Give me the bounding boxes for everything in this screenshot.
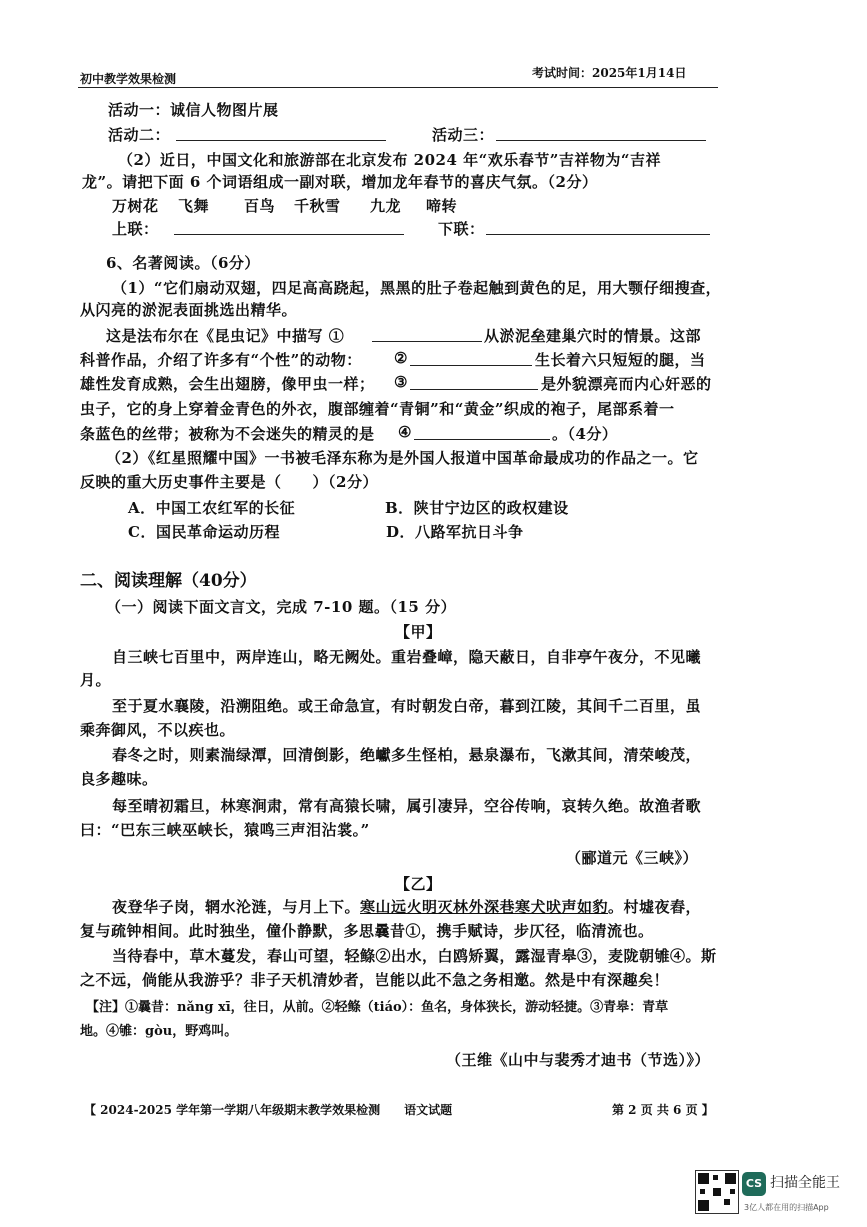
- text-yi-heading: 【乙】: [395, 875, 442, 893]
- footer-exam-title: 【 2024-2025 学年第一学期八年级期末教学效果检测 语文试题: [84, 1103, 453, 1117]
- couplet-word: 千秋雪: [294, 197, 341, 215]
- couplet-word: 万树花: [112, 197, 159, 215]
- yi-paragraph-1: [112, 896, 701, 917]
- couplet-word: 百鸟: [244, 197, 276, 215]
- annotation-note: 【注】①曩昔：nǎng xī，往日，从前。②轻鲦（tiáo）：鱼名，身体狭长，游动轻捷。③青皋：青草: [86, 1000, 669, 1015]
- q5-part2-line1: （2）近日，中国文化和旅游部在北京发布 2024 年“欢乐春节”吉祥物为“吉祥: [118, 151, 662, 169]
- q6-line4-tail: 生长着六只短短的腿，当: [535, 351, 706, 369]
- text-jia-heading: 【甲】: [395, 623, 442, 641]
- qr-code-icon: [695, 1170, 739, 1214]
- option-b[interactable]: B．陕甘宁边区的政权建设: [385, 499, 569, 517]
- q6-blank2-marker: ②: [394, 349, 408, 367]
- underlined-sentence: 寒山远火明灭林外深巷寒犬吠声如豹: [360, 898, 609, 916]
- jia-paragraph-2: 至于夏水襄陵，沿溯阻绝。或王命急宣，有时朝发白帝，暮到江陵，其间千二百里，虽: [112, 697, 702, 715]
- option-c[interactable]: C．国民革命运动历程: [128, 523, 280, 541]
- blank-3[interactable]: [410, 375, 538, 390]
- annotation-note-cont: 地。④雊：gòu，野鸡叫。: [80, 1024, 238, 1039]
- q5-part2-line2: 龙”。请把下面 6 个词语组成一副对联，增加龙年春节的喜庆气氛。（2分）: [82, 173, 598, 191]
- couplet-word: 飞舞: [178, 197, 210, 215]
- blank-4[interactable]: [414, 425, 550, 440]
- q6-blank3-marker: ③: [394, 373, 408, 391]
- activity-two-label: 活动二：: [108, 126, 171, 144]
- classical-text-instruction: （一）阅读下面文言文，完成 7-10 题。（15 分）: [106, 598, 457, 616]
- section-two-title: 二、阅读理解（40分）: [80, 571, 257, 591]
- header-divider: [78, 87, 718, 88]
- camscanner-slogan: 3亿人都在用的扫描App: [744, 1203, 829, 1212]
- option-d[interactable]: D．八路军抗日斗争: [386, 523, 524, 541]
- jia-paragraph-2-cont: 乘奔御风，不以疾也。: [80, 721, 236, 739]
- couplet-word: 九龙: [370, 197, 402, 215]
- jia-paragraph-1: 自三峡七百里中，两岸连山，略无阙处。重岩叠嶂，隐天蔽日，自非亭午夜分，不见曦: [112, 648, 702, 666]
- yi-paragraph-2-cont: 之不远，倘能从我游乎？非子天机清妙者，岂能以此不急之务相邀。然是中有深趣矣！: [80, 971, 670, 989]
- jia-paragraph-4-cont: 曰：“巴东三峡巫峡长，猿鸣三声泪沾裳。”: [80, 821, 370, 839]
- q6-line4-text: 科普作品，介绍了许多有“个性”的动物：: [80, 351, 362, 369]
- jia-paragraph-3: 春冬之时，则素湍绿潭，回清倒影，绝巘多生怪柏，悬泉瀑布，飞漱其间，清荣峻茂，: [112, 746, 702, 764]
- jia-source: （郦道元《三峡》）: [566, 849, 699, 867]
- yi-paragraph-1-cont: 复与疏钟相间。此时独坐，僮仆静默，多思曩昔①，携手赋诗，步仄径，临清流也。: [80, 922, 654, 940]
- q6-line5-tail: 是外貌漂亮而内心奸恶的: [541, 375, 712, 393]
- q6-line3-text: 这是法布尔在《昆虫记》中描写 ①: [106, 327, 345, 345]
- jia-paragraph-4: 每至晴初霜旦，林寒涧肃，常有高猿长啸，属引凄异，空谷传响，哀转久绝。故渔者歌: [112, 797, 702, 815]
- couplet-word: 啼转: [426, 197, 458, 215]
- q6-line3-tail: 从淤泥垒建巢穴时的情景。这部: [484, 327, 702, 345]
- upper-couplet-blank[interactable]: [174, 220, 404, 235]
- header-title: 初中教学效果检测: [80, 72, 177, 86]
- yi-p1-end: 。村墟夜舂，: [608, 898, 702, 916]
- q6-line6: 虫子，它的身上穿着金青色的外衣，腹部缠着“青铜”和“黄金”织成的袍子，尾部系着一: [80, 400, 675, 418]
- blank-2[interactable]: [410, 351, 532, 366]
- q6-title: 6、名著阅读。（6分）: [106, 254, 260, 272]
- q6-part2-line2: 反映的重大历史事件主要是（ ）（2分）: [80, 473, 378, 491]
- yi-p1-start: 夜登华子岗，辋水沦涟，与月上下。: [112, 898, 361, 916]
- q6-line7-tail: 。（4分）: [552, 425, 618, 443]
- yi-paragraph-2: 当待春中，草木蔓发，春山可望，轻鲦②出水，白鸥矫翼，露湿青皋③，麦陇朝雊④。斯: [112, 947, 717, 965]
- jia-paragraph-1-cont: 月。: [80, 671, 112, 689]
- q6-blank4-marker: ④: [398, 423, 412, 441]
- upper-couplet-label: 上联：: [112, 220, 159, 238]
- q6-part2-line1: （2）《红星照耀中国》一书被毛泽东称为是外国人报道中国革命最成功的作品之一。它: [106, 449, 699, 467]
- q6-quote-line1: （1）“它们扇动双翅，四足高高跷起，黑黑的肚子卷起触到黄色的足，用大颚仔细搜查，: [112, 279, 722, 297]
- q6-line5-text: 雄性发育成熟，会生出翅膀，像甲虫一样；: [80, 375, 375, 393]
- lower-couplet-blank[interactable]: [486, 220, 710, 235]
- yi-source: （王维《山中与裴秀才迪书（节选）》）: [446, 1051, 711, 1069]
- q6-quote-line2: 从闪亮的淤泥表面挑选出精华。: [80, 301, 298, 319]
- camscanner-logo-icon: CS: [742, 1172, 766, 1196]
- lower-couplet-label: 下联：: [438, 220, 485, 238]
- jia-paragraph-3-cont: 良多趣味。: [80, 770, 158, 788]
- activity-three-label: 活动三：: [432, 126, 495, 144]
- page-number: 第 2 页 共 6 页 】: [612, 1103, 714, 1117]
- blank-1[interactable]: [372, 327, 482, 342]
- activity-three-blank[interactable]: [496, 126, 706, 141]
- exam-date: 考试时间：2025年1月14日: [532, 66, 687, 80]
- option-a[interactable]: A．中国工农红军的长征: [128, 499, 296, 517]
- q6-line7-text: 条蓝色的丝带；被称为不会迷失的精灵的是: [80, 425, 375, 443]
- activity-two-blank[interactable]: [176, 126, 386, 141]
- camscanner-name: 扫描全能王: [770, 1175, 840, 1191]
- activity-one: 活动一：诚信人物图片展: [108, 101, 279, 119]
